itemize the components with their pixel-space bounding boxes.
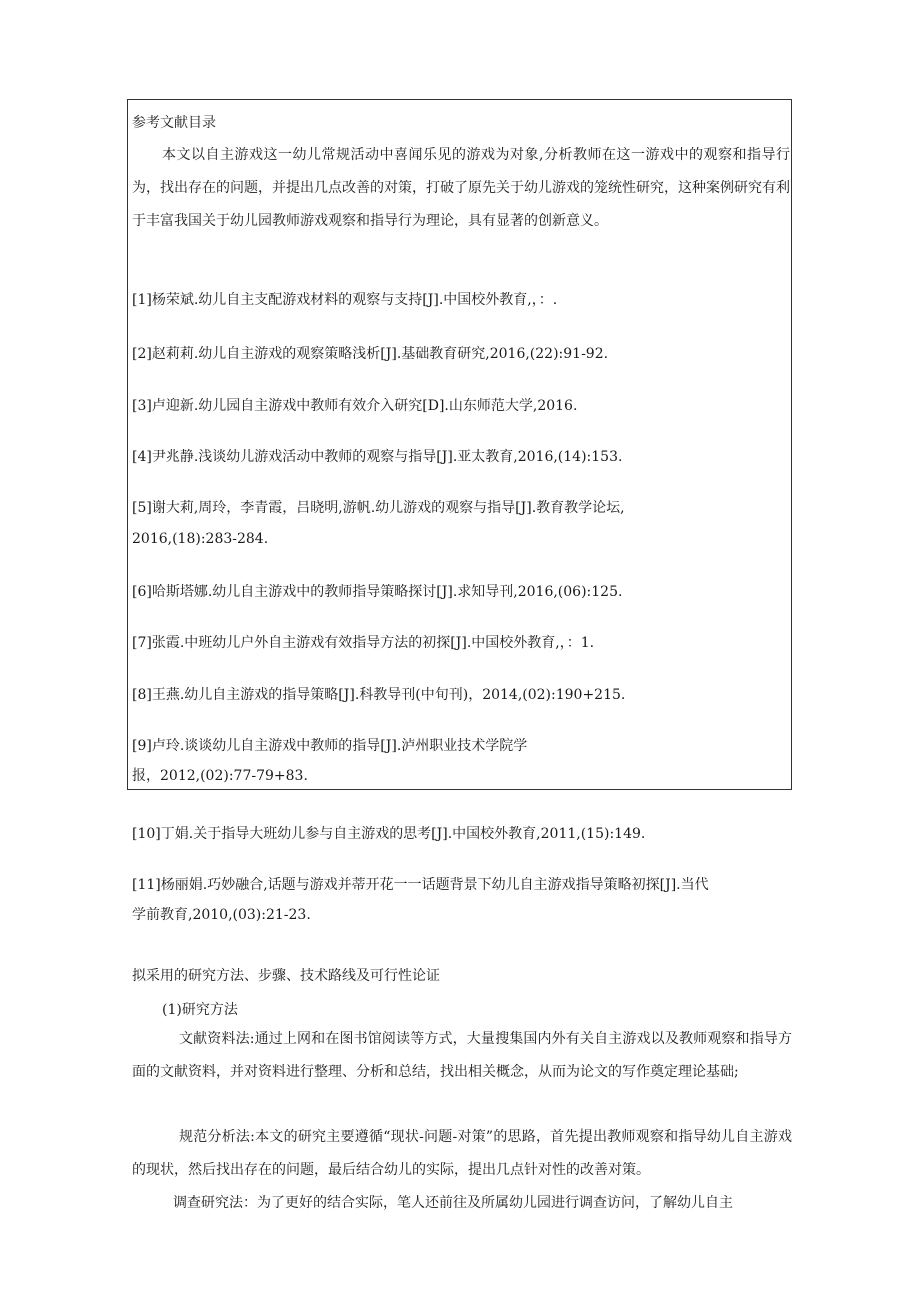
reference-item: [7]张霞.中班幼儿户外自主游戏有效指导方法的初探[J].中国校外教育,，：1.: [132, 635, 595, 651]
method-paragraph-survey: 调查研究法：为了更好的结合实际，笔人还前往及所属幼儿园进行调查访问，了解幼儿自主: [173, 1195, 733, 1211]
reference-item: [2]赵莉莉.幼儿自主游戏的观察策略浅析[J].基础教育研究,2016,(22):91-92.: [132, 346, 609, 362]
intro-paragraph: 本文以自主游戏这一幼儿常规活动中喜闻乐见的游戏为对象,分析教师在这一游戏中的观察和指导行为，找出存在的问题，并提出几点改善的对策，打破了原先关于幼儿游戏的笼统性研究，这种案例研究有利于丰富我国关于幼儿园教师游戏观察和指导行为理论，具有显著的创新意义。: [132, 147, 790, 229]
reference-item: [3]卢迎新.幼儿园自主游戏中教师有效介入研究[D].山东师范大学,2016.: [132, 398, 578, 414]
reference-item: [6]哈斯塔娜.幼儿自主游戏中的教师指导策略探讨[J].求知导刊,2016,(06):125.: [132, 584, 623, 600]
reference-item-continued: 报，2012,(02):77-79+83.: [132, 768, 308, 784]
reference-item: [8]王燕.幼儿自主游戏的指导策略[J].科教导刊(中旬刊)，2014,(02):190+215.: [132, 687, 626, 703]
methods-heading: 拟采用的研究方法、步骤、技术路线及可行性论证: [132, 968, 440, 984]
reference-item-continued: 2016,(18):283-284.: [132, 531, 269, 547]
method-paragraph-normative: 规范分析法:本文的研究主要遵循“现状-问题-对策”的思路，首先提出教师观察和指导幼儿自主游戏的现状，然后找出存在的问题，最后结合幼儿的实际，提出几点针对性的改善对策。: [132, 1129, 792, 1178]
reference-item: [9]卢玲.谈谈幼儿自主游戏中教师的指导[J].泸州职业技术学院学: [132, 738, 528, 754]
reference-item: [4]尹兆静.浅谈幼儿游戏活动中教师的观察与指导[J].亚太教育,2016,(14):153.: [132, 449, 623, 465]
methods-subheading: (1)研究方法: [162, 1002, 238, 1018]
reference-item: [5]谢大莉,周玲，李青霞，吕晓明,游帆.幼儿游戏的观察与指导[J].教育教学论坛,: [132, 500, 625, 516]
reference-item-continued: 学前教育,2010,(03):21-23.: [132, 907, 311, 923]
reference-item: [10]丁娟.关于指导大班幼儿参与自主游戏的思考[J].中国校外教育,2011,(15):149.: [132, 826, 646, 842]
reference-item: [11]杨丽娟.巧妙融合,话题与游戏并蒂开花一一话题背景下幼儿自主游戏指导策略初探[J].当代: [132, 877, 709, 893]
method-paragraph-literature: 文献资料法:通过上网和在图书馆阅读等方式，大量搜集国内外有关自主游戏以及教师观察和指导方面的文献资料，并对资料进行整理、分析和总结，找出相关概念，从而为论文的写作奠定理论基础;: [132, 1031, 792, 1080]
references-heading: 参考文献目录: [132, 115, 216, 131]
reference-item: [1]杨荣斌.幼儿自主支配游戏材料的观察与支持[J].中国校外教育,，：.: [132, 292, 558, 308]
